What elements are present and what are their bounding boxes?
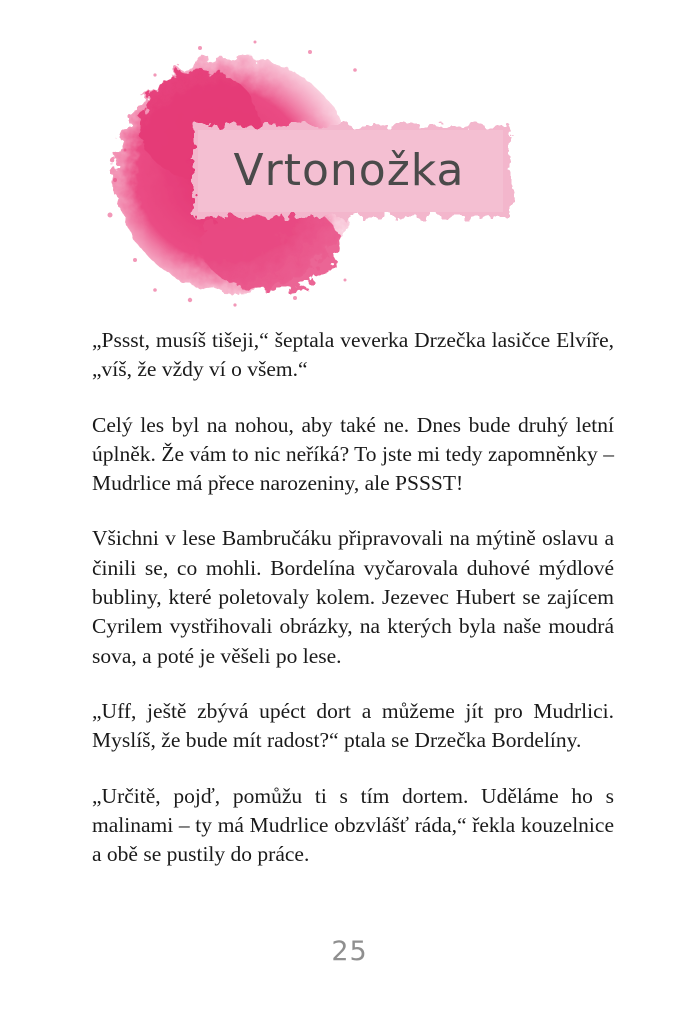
paragraph-4: „Uff, ještě zbývá upéct dort a můžeme jít pro Mudrlici. Myslíš, že bude mít radost?“ ptala se Drzečka Bordelíny. xyxy=(92,698,614,753)
paragraph-3: Všichni v lese Bambručáku připravovali na mýtině oslavu a činili se, co mohli. Bordelína vyčarovala duhové mýdlové bubliny, které poletovaly kolem. Jezevec Hubert se zajícem Cyrilem vystřihovali obrázky, na kterých byla naše moudrá sova, a poté je věšeli po lese. xyxy=(92,526,614,668)
paragraph-5: „Určitě, pojď, pomůžu ti s tím dortem. Uděláme ho s malinami – ty má Mudrlice obzvlášť ráda,“ řekla kouzelnice a obě se pustily do práce. xyxy=(92,783,614,867)
page-number: 25 xyxy=(331,936,368,967)
chapter-title: Vrtonožka xyxy=(233,144,465,196)
paragraph-1: „Pssst, musíš tišeji,“ šeptala veverka Drzečka lasičce Elvíře, „víš, že vždy ví o všem.“ xyxy=(92,328,614,382)
story-text xyxy=(92,326,614,895)
paragraph-2: Celý les byl na nohou, aby také ne. Dnes bude druhý letní úplněk. Že vám to nic neříká? To jste mi tedy zapomněnky – Mudrlice má přece narozeniny, ale PSSST! xyxy=(92,412,614,496)
